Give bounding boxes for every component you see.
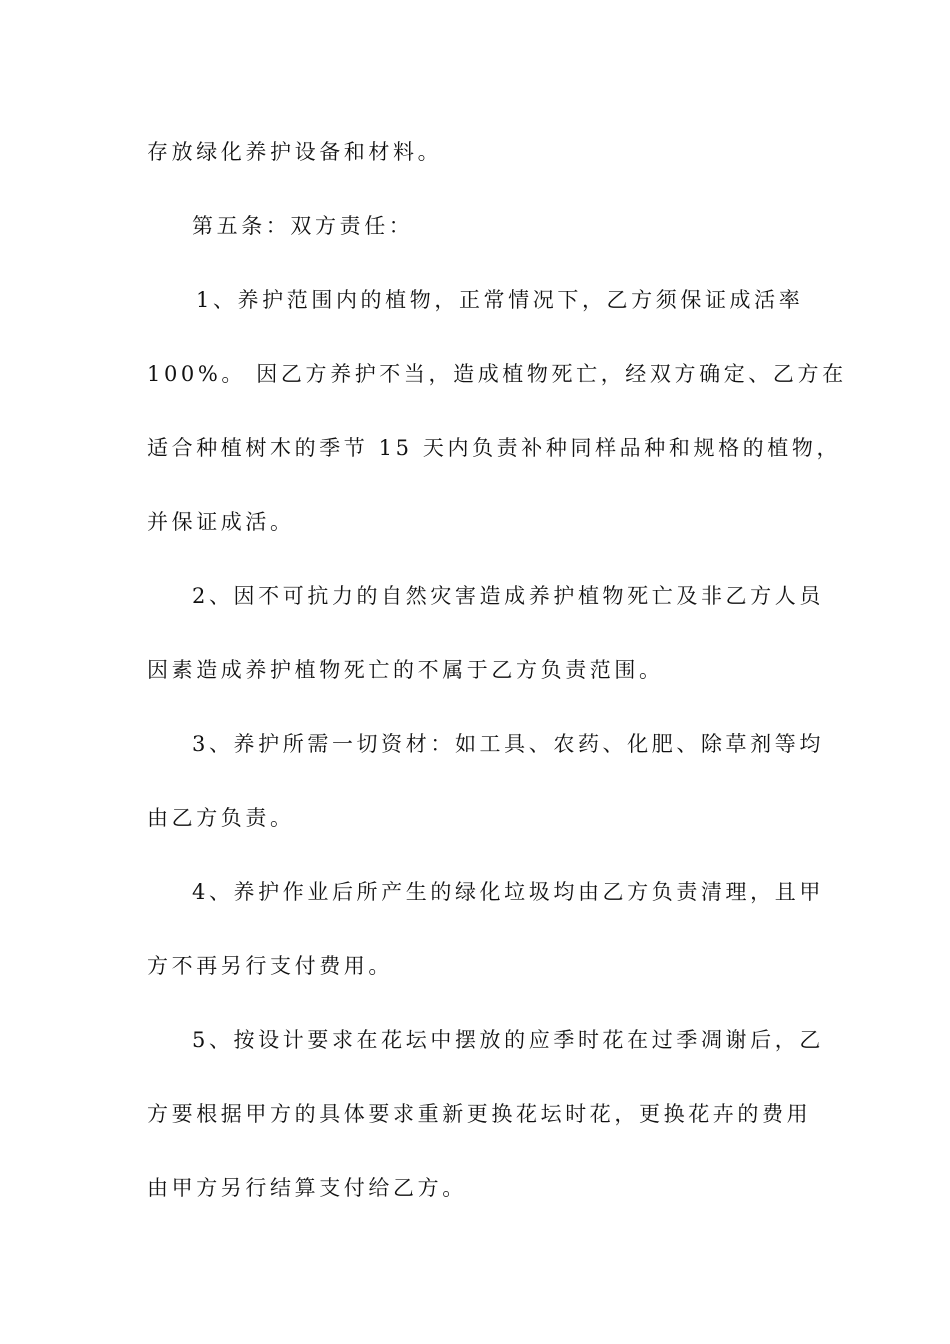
clause-2-line-1: 2、因不可抗力的自然灾害造成养护植物死亡及非乙方人员 — [192, 584, 824, 608]
clause-3-line-2: 由乙方负责。 — [147, 806, 295, 830]
clause-4-line-2: 方不再另行支付费用。 — [147, 954, 393, 978]
text-line-continuation: 存放绿化养护设备和材料。 — [147, 140, 443, 164]
clause-5-line-3: 由甲方另行结算支付给乙方。 — [147, 1176, 467, 1200]
clause-1-line-2: 100%。 因乙方养护不当，造成植物死亡，经双方确定、乙方在 — [147, 362, 847, 386]
clause-5-line-2: 方要根据甲方的具体要求重新更换花坛时花，更换花卉的费用 — [147, 1102, 812, 1126]
clause-5-line-1: 5、按设计要求在花坛中摆放的应季时花在过季凋谢后，乙 — [192, 1028, 824, 1052]
clause-2-line-2: 因素造成养护植物死亡的不属于乙方负责范围。 — [147, 658, 664, 682]
article-five-heading: 第五条：双方责任： — [192, 214, 414, 238]
clause-1-line-4: 并保证成活。 — [147, 510, 295, 534]
clause-3-line-1: 3、养护所需一切资材：如工具、农药、化肥、除草剂等均 — [192, 732, 824, 756]
clause-1-line-1: 1、养护范围内的植物，正常情况下，乙方须保证成活率 — [196, 288, 804, 312]
clause-1-line-3: 适合种植树木的季节 15 天内负责补种同样品种和规格的植物， — [147, 436, 842, 460]
clause-4-line-1: 4、养护作业后所产生的绿化垃圾均由乙方负责清理，且甲 — [192, 880, 824, 904]
